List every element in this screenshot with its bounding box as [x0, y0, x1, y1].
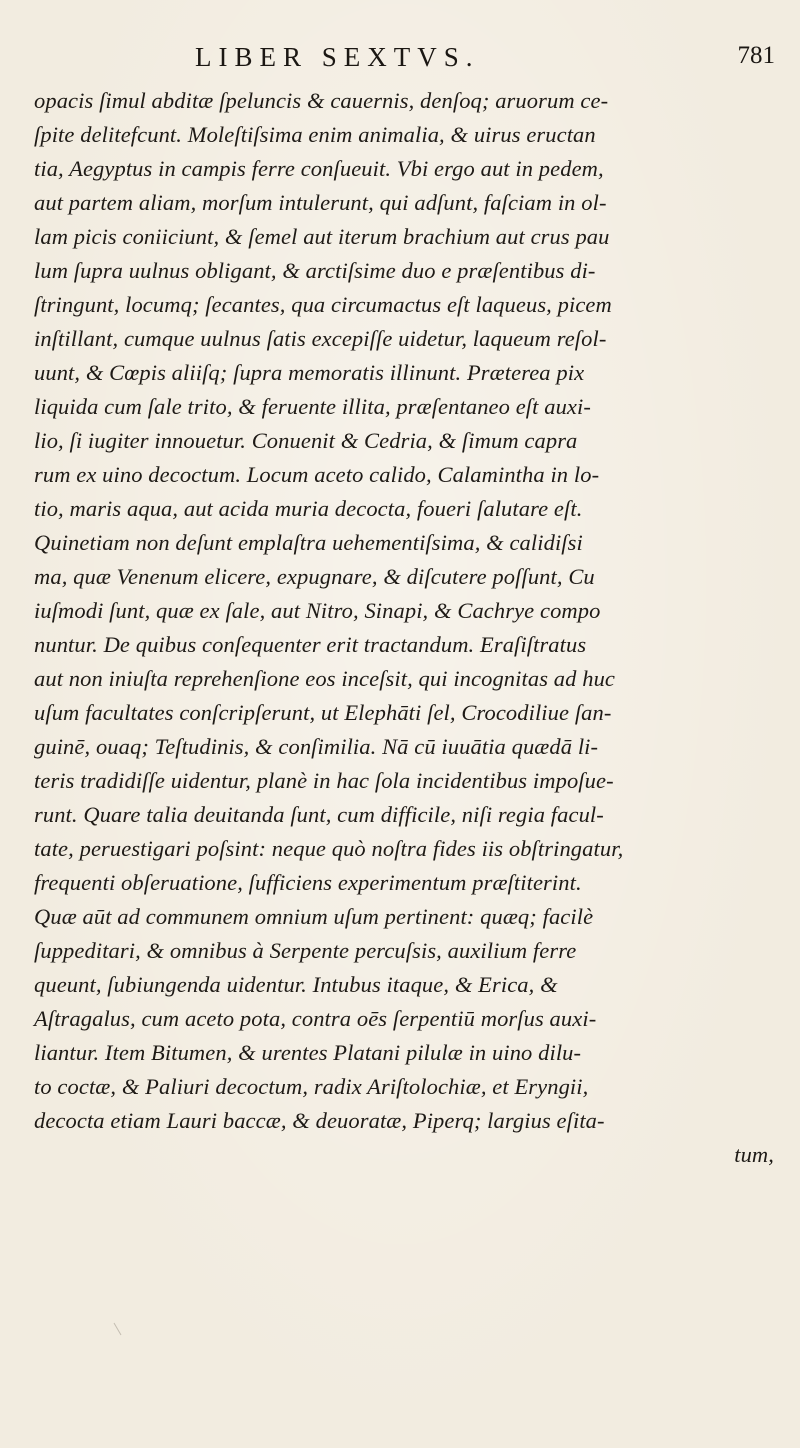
text-line: Quæ aūt ad communem omnium uſum pertinent: quæq; facilè [34, 904, 594, 929]
text-line: tia, Aegyptus in campis ferre conſueuit. Vbi ergo aut in pedem, [34, 156, 604, 181]
text-line: nuntur. De quibus conſequenter erit tractandum. Eraſiſtratus [34, 632, 587, 657]
text-line: lam picis coniiciunt, & ſemel aut iterum brachium aut crus pau [34, 224, 610, 249]
text-line: uunt, & Cœpis aliiſq; ſupra memoratis illinunt. Præterea pix [34, 360, 585, 385]
text-line: ſpite delitefcunt. Moleſtiſsima enim animalia, & uirus eructan [34, 122, 596, 147]
text-line: to coctæ, & Paliuri decoctum, radix Ariſtolochiæ, et Eryngii, [34, 1074, 589, 1099]
text-line: frequenti obſeruatione, ſufficiens experimentum præſtiterint. [34, 870, 582, 895]
text-line: lio, ſi iugiter innouetur. Conuenit & Cedria, & ſimum capra [34, 428, 578, 453]
text-line: queunt, ſubiungenda uidentur. Intubus itaque, & Erica, & [34, 972, 558, 997]
text-line: runt. Quare talia deuitanda ſunt, cum difficile, niſi regia facul- [34, 802, 604, 827]
paper-mark [114, 1323, 122, 1336]
text-line: inſtillant, cumque uulnus ſatis excepiſſe uidetur, laqueum reſol- [34, 326, 607, 351]
page-number: 781 [737, 42, 775, 69]
text-line: teris tradidiſſe uidentur, planè in hac ſola incidentibus impoſue- [34, 768, 614, 793]
running-head: LIBER SEXTVS. [195, 42, 480, 72]
text-line: tate, peruestigari poſsint: neque quò noſtra fides iis obſtringatur, [34, 836, 624, 861]
text-line: aut non iniuſta reprehenſione eos inceſsit, qui incognitas ad huc [34, 666, 616, 691]
text-line: Quinetiam non deſunt emplaſtra uehementiſsima, & calidiſsi [34, 530, 583, 555]
text-line: Aſtragalus, cum aceto pota, contra oēs ſerpentiū morſus auxi- [34, 1006, 597, 1031]
text-line: lum ſupra uulnus obligant, & arctiſsime duo e præſentibus di- [34, 258, 596, 283]
text-line: rum ex uino decoctum. Locum aceto calido, Calamintha in lo- [34, 462, 600, 487]
body-text [34, 84, 774, 1172]
text-line: decocta etiam Lauri baccæ, & deuoratæ, Piperq; largius eſita- [34, 1108, 605, 1133]
text-line: ma, quæ Venenum elicere, expugnare, & diſcutere poſſunt, Cu [34, 564, 595, 589]
text-line: iuſmodi ſunt, quæ ex ſale, aut Nitro, Sinapi, & Cachrye compo [34, 598, 601, 623]
text-line: liquida cum ſale trito, & feruente illita, præſentaneo eſt auxi- [34, 394, 591, 419]
text-line: ſuppeditari, & omnibus à Serpente percuſsis, auxilium ferre [34, 938, 577, 963]
text-line: liantur. Item Bitumen, & urentes Platani pilulæ in uino dilu- [34, 1040, 582, 1065]
text-line: guinē, ouaq; Teſtudinis, & conſimilia. Nā cū iuuātia quædā li- [34, 734, 599, 759]
catchword-line: tum, [734, 1142, 774, 1167]
text-line: uſum facultates conſcripſerunt, ut Elephāti ſel, Crocodiliue ſan- [34, 700, 612, 725]
text-line: ſtringunt, locumq; ſecantes, qua circumactus eſt laqueus, picem [34, 292, 612, 317]
text-line: opacis ſimul abditæ ſpeluncis & cauernis, denſoq; aruorum ce- [34, 88, 609, 113]
text-line: aut partem aliam, morſum intulerunt, qui adſunt, faſciam in ol- [34, 190, 607, 215]
text-line: tio, maris aqua, aut acida muria decocta, foueri ſalutare eſt. [34, 496, 583, 521]
